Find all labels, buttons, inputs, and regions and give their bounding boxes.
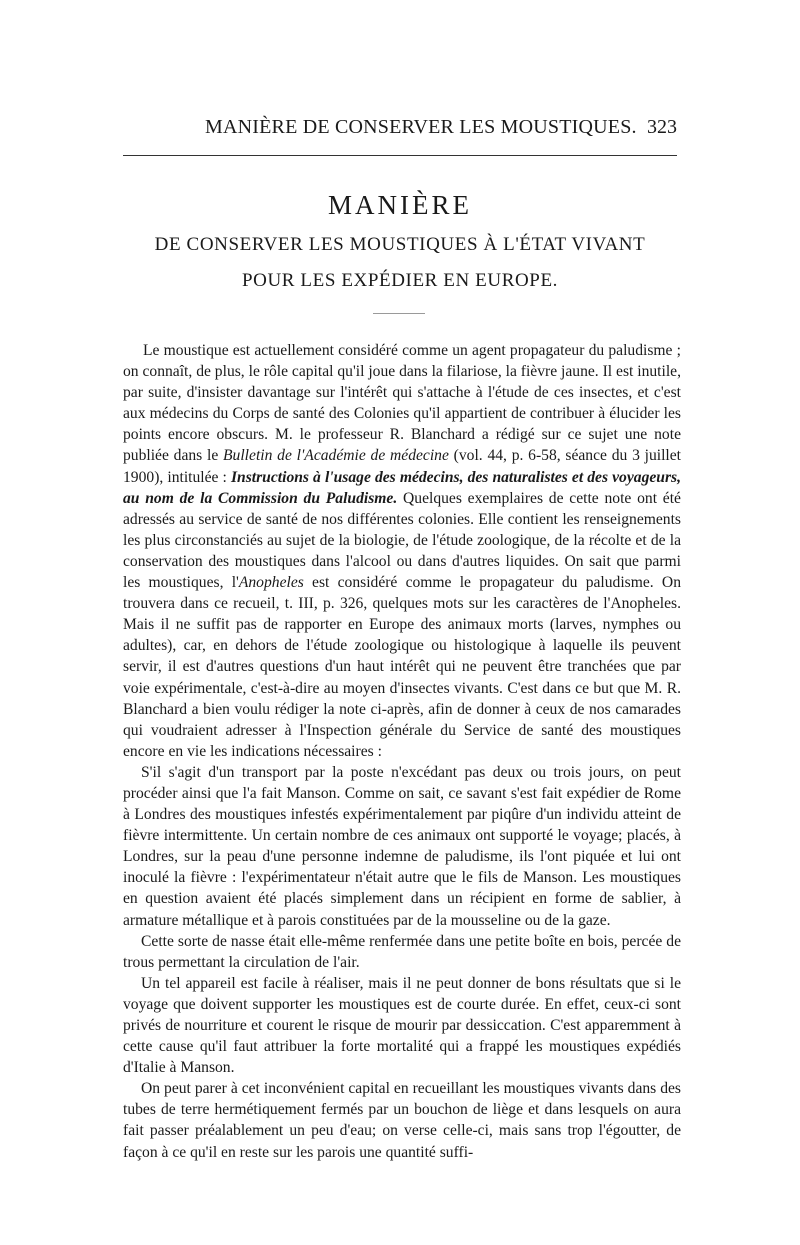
anopheles-term: Anopheles (238, 574, 304, 592)
paragraph-1-text-d: est considéré comme le propagateur du paludisme. On trouvera dans ce recueil, t. III, p. 326, quelques mots sur les caractères de l'Anopheles. Mais il ne suffit pas de rapporter en Europe des animaux morts (larves, nymphes ou adultes), car, en dehors de l'étude zoologique ou histologique à laquelle ils peuvent servir, il est d'autres questions d'un haut intérêt qui ne peuvent être tranchées que par voie expérimentale, c'est-à-dire au moyen d'insectes vivants. C'est dans ce but que M. R. Blanchard a bien voulu rédiger la note ci-après, afin de donner à ceux de nos camarades qui voudraient adresser à l'Inspection générale du Service de santé des moustiques encore en vie les indications nécessaires : (123, 574, 681, 760)
paragraph-1-text-b: (vol. 44, p. 6-58, séance du 3 juillet 1900), intitulée : (123, 447, 682, 486)
article-body (123, 340, 681, 1163)
article-title-main: MANIÈRE (328, 190, 472, 220)
paragraph-2: S'il s'agit d'un transport par la poste n'excédant pas deux ou trois jours, on peut procéder ainsi que l'a fait Manson. Comme on sait, ce savant s'est fait expédier de Rome à Londres des moustiques infestés expérimentalement par piqûre d'un individu atteint de fièvre intermittente. Un certain nombre de ces animaux ont supporté le voyage; placés, à Londres, sur la peau d'une personne indemne de paludisme, ils l'ont piquée et lui ont inoculé la fièvre : l'expérimentateur n'était autre que le fils de Manson. Les moustiques en question avaient été placés simplement dans un récipient en forme de sablier, à armature métallique et à parois constituées par de la mousseline ou de la gaze. (123, 763, 681, 929)
title-separator-rule (373, 313, 425, 314)
page-number: 323 (647, 116, 677, 138)
paragraph-1-text-c: Quelques exemplaires de cette note ont été adressés au service de santé de nos différentes colonies. Elle contient les renseignements les plus circonstanciés au sujet de la biologie, de l'étude zoologique, de la récolte et de la conservation des moustiques dans l'alcool ou dans d'autres liquides. On sait que parmi les moustiques, l' (123, 489, 681, 592)
paragraph-3: Cette sorte de nasse était elle-même renfermée dans une petite boîte en bois, percée de trous permettant la circulation de l'air. (123, 932, 681, 971)
paragraph-4: Un tel appareil est facile à réaliser, mais il ne peut donner de bons résultats que si le voyage que doivent supporter les moustiques est de courte durée. En effet, ceux-ci sont privés de nourriture et courent le risque de mourir par dessiccation. C'est apparemment à cette cause qu'il faut attribuer la forte mortalité qui a frappé les moustiques expédiés d'Italie à Manson. (123, 974, 681, 1077)
running-head (123, 112, 677, 142)
paragraph-1 (123, 340, 681, 762)
article-title-line-2: DE CONSERVER LES MOUSTIQUES À L'ÉTAT VIVANT (154, 234, 646, 255)
paragraph-1-text-a: Le moustique est actuellement considéré comme un agent propagateur du paludisme ; on connaît, de plus, le rôle capital qu'il joue dans la filariose, la fièvre jaune. Il est inutile, par suite, d'insister davantage sur l'intérêt qui s'attache à l'étude de ces insectes, et c'est aux médecins du Corps de santé des Colonies qu'il appartient de contribuer à élucider les points encore obscurs. M. le professeur R. Blanchard a rédigé sur ce sujet une note publiée dans le (123, 342, 681, 465)
instructions-title: Instructions à l'usage des médecins, des naturalistes et des voyageurs, au nom de la Commission du Paludisme. (123, 468, 681, 507)
article-title-line-3: POUR LES EXPÉDIER EN EUROPE. (241, 270, 559, 291)
paragraph-5: On peut parer à cet inconvénient capital en recueillant les moustiques vivants dans des tubes de terre hermétiquement fermés par un bouchon de liège et dans lesquels on aura fait passer préalablement un peu d'eau; on verse celle-ci, mais sans trop l'égoutter, de façon à ce qu'il en reste sur les parois une quantité suffi- (123, 1080, 681, 1161)
bulletin-title: Bulletin de l'Académie de médecine (223, 447, 449, 465)
running-head-title: MANIÈRE DE CONSERVER LES MOUSTIQUES. (205, 116, 637, 138)
header-rule (123, 155, 677, 156)
